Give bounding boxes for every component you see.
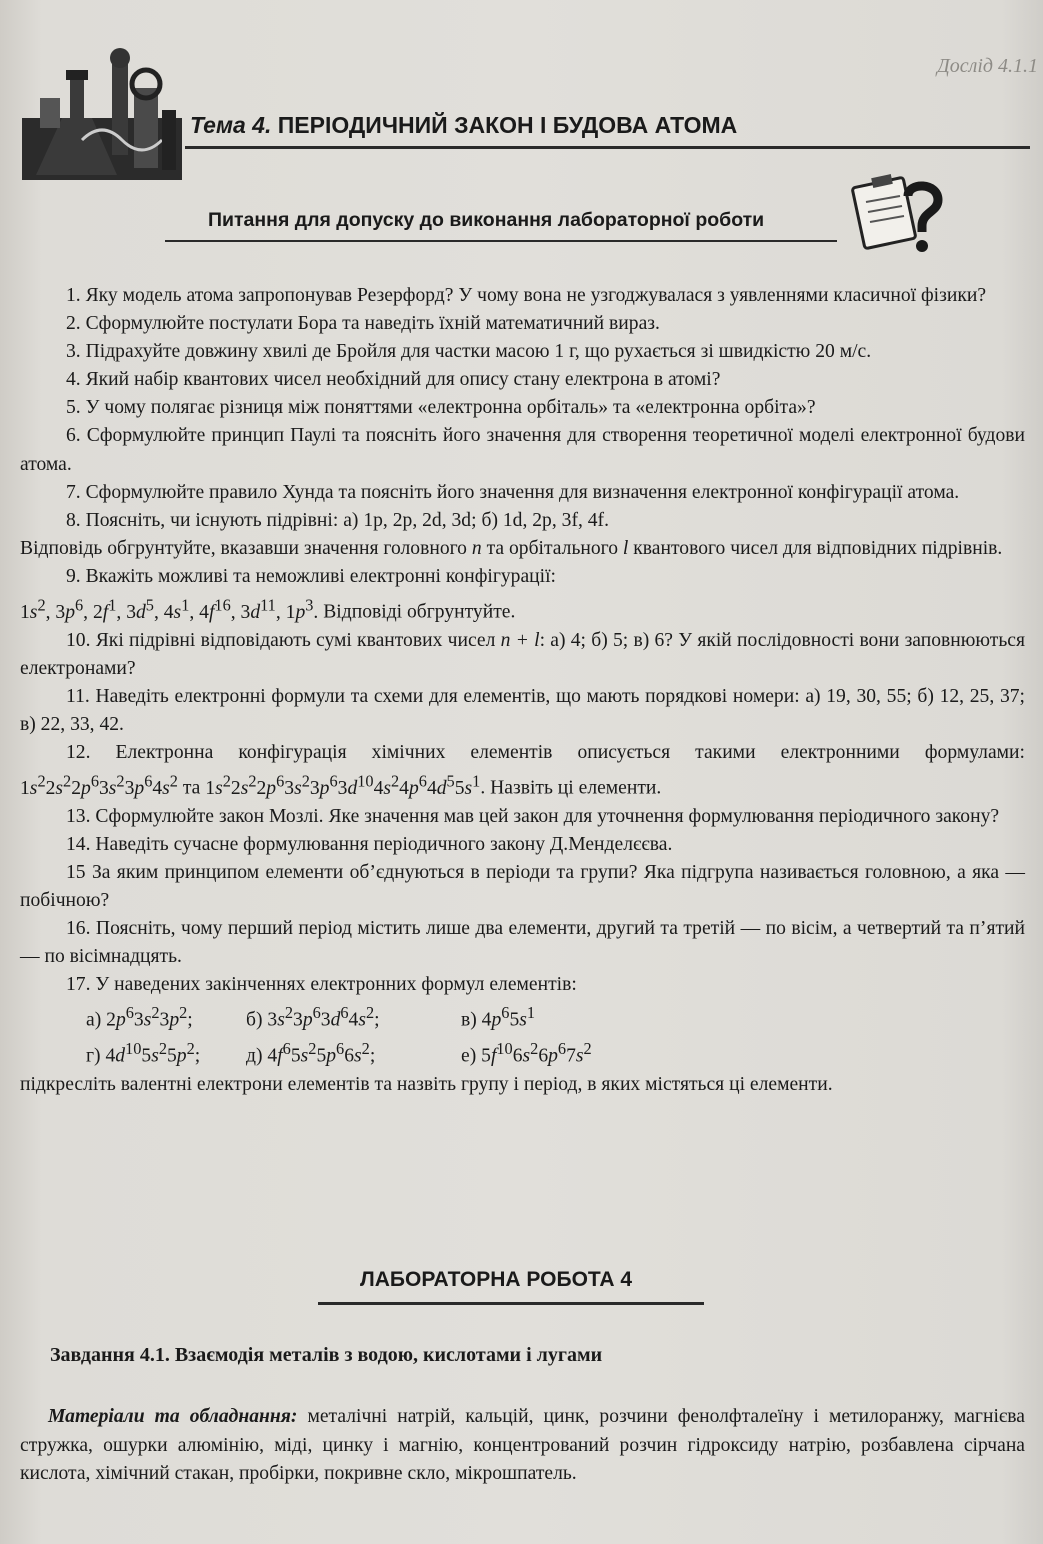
question-14: 14. Наведіть сучасне формулювання періодичного закону Д.Менделєєва. (66, 833, 673, 855)
question-4: 4. Який набір квантових чисел необхідний для опису стану електрона в атомі? (66, 369, 721, 391)
question-13: 13. Сформулюйте закон Мозлі. Яке значення мав цей закон для уточнення формулювання періодичного закону? (66, 805, 1000, 827)
topic-title: ПЕРІОДИЧНИЙ ЗАКОН І БУДОВА АТОМА (277, 112, 738, 138)
task-title: Завдання 4.1. Взаємодія металів з водою, кислотами і лугами (50, 1344, 603, 1366)
question-2: 2. Сформулюйте постулати Бора та наведіть їхній математичний вираз. (66, 313, 660, 335)
question-8-intro: 8. Поясніть, чи існують підрівні: (66, 509, 339, 531)
topic-prefix: Тема 4. (190, 112, 272, 138)
question-11: 11. Наведіть електронні формули та схеми для елементів, що мають порядкові номери: а) 19, 30, 55; б) 12, 25, 37; в) 22, 33, 42. (20, 685, 1025, 735)
quantum-number-l: l (622, 537, 629, 559)
electron-formula-2: $1s^22s^22p^63s^23p^63d^{10}4s^24p^64d^55s^1$ (205, 771, 481, 799)
ending-b: б) $3s^23p^63d^64s^2$; (246, 1003, 380, 1031)
topic-heading (190, 112, 737, 139)
question-7: 7. Сформулюйте правило Хунда та поясніть його значення для визначення електронної конфігурації атома. (66, 481, 960, 503)
subtitle-rule (165, 240, 837, 242)
lab-title-rule (318, 1302, 704, 1305)
question-12 (20, 739, 1025, 803)
question-5: 5. У чому полягає різниця між поняттями «електронна орбіталь» та «електронна орбіта»? (66, 397, 816, 419)
question-9-tail: Відповіді обгрунтуйте. (323, 601, 516, 623)
question-8 (20, 507, 1025, 535)
quantum-number-n: n (471, 537, 482, 559)
section-subtitle: Питання для допуску до виконання лабораторної роботи (208, 209, 765, 231)
question-9-configurations (20, 591, 1025, 627)
ending-f: е) $5f^{10}6s^26p^67s^2$ (461, 1039, 592, 1067)
ending-a: а) $2p^63s^23p^2$; (86, 1003, 193, 1031)
ending-c-label: в) (461, 1009, 477, 1031)
question-12-and: та (182, 777, 201, 799)
question-10 (20, 627, 1025, 683)
configurations-formula: $1s^2$, $3p^6$, $2f^1$, $3d^5$, $4s^1$, $4f^{16}$, $3d^{11}$, $1p^3$. (20, 595, 319, 623)
question-8-cont-text-2: та орбітального (486, 537, 619, 559)
question-8-cont-text-3: квантового чисел для відповідних підрівнів. (633, 537, 1003, 559)
topic-rule (185, 146, 1030, 149)
running-head: Дослід 4.1.1 (937, 55, 1038, 77)
ending-b-label: б) (246, 1009, 263, 1031)
ending-f-label: е) (461, 1045, 477, 1067)
materials-paragraph (20, 1403, 1025, 1489)
ending-e: д) $4f^65s^25p^66s^2$; (246, 1039, 376, 1067)
materials-text: металічні натрій, кальцій, цинк, розчини фенолфталеїну і метилоранжу, магнієва стружка, ошурки алюмінію, міді, цинку і магнію, концентрований розчин гідроксиду натрію, розбавлена сірчана кислота, хімічний стакан, пробірки, покривне скло, мікрошпатель. (20, 1406, 1025, 1484)
question-17: 17. У наведених закінченнях електронних формул елементів: (66, 974, 577, 996)
question-10-sum: n + l (500, 629, 540, 651)
questions-list (20, 282, 1025, 1099)
question-3: 3. Підрахуйте довжину хвилі де Бройля для частки масою 1 г, що рухається зі швидкістю 20 м/с. (66, 341, 872, 363)
lab-work-title: ЛАБОРАТОРНА РОБОТА 4 (360, 1268, 633, 1291)
clipboard-question-icon (850, 172, 945, 257)
ending-d-label: г) (86, 1045, 101, 1067)
question-8-continuation (20, 535, 1025, 563)
ending-a-label: а) (86, 1009, 102, 1031)
question-10-text: 10. Які підрівні відповідають сумі квантових чисел (66, 629, 496, 651)
question-12-tail: . Назвіть ці елементи. (480, 777, 662, 799)
chemistry-lab-emblem-icon (22, 40, 182, 180)
formula-endings-grid (20, 999, 1025, 1070)
ending-d: г) $4d^{10}5s^25p^2$; (86, 1039, 201, 1067)
question-12-text: 12. Електронна конфігурація хімічних елементів описується такими електронними формулами: (66, 742, 1025, 764)
question-15: 15 За яким принципом елементи об’єднуються в періоди та групи? Яка підгрупа називається головною, а яка — побічною? (20, 861, 1025, 912)
question-10-options: : а) 4; б) 5; в) 6? У якій послідовності вони заповнюються електронами? (20, 629, 1025, 679)
question-9: 9. Вкажіть можливі та неможливі електронні конфігурації: (66, 565, 556, 587)
question-17-tail: підкресліть валентні електрони елементів та назвіть групу і період, в яких містяться ці елементи. (20, 1073, 833, 1095)
question-8-a: а) 1p, 2p, 2d, 3d; (343, 509, 477, 531)
ending-e-label: д) (246, 1045, 263, 1067)
question-16: 16. Поясніть, чому перший період містить лише два елементи, другий та третій — по вісім, а четвертий та п’ятий — по вісімнадцять. (20, 918, 1025, 968)
question-8-cont-text-1: Відповідь обгрунтуйте, вказавши значення головного (20, 537, 467, 559)
question-8-b: б) 1d, 2p, 3f, 4f. (481, 509, 609, 531)
materials-label: Матеріали та обладнання: (48, 1406, 298, 1427)
ending-c: в) $4p^65s^1$ (461, 1003, 536, 1031)
question-1: 1. Яку модель атома запропонував Резерфорд? У чому вона не узгоджувалася з уявленнями класичної фізики? (66, 285, 987, 306)
question-6: 6. Сформулюйте принцип Паулі та поясніть його значення для створення теоретичної моделі електронної будови атома. (20, 425, 1025, 475)
electron-formula-1: $1s^22s^22p^63s^23p^64s^2$ (20, 771, 178, 799)
